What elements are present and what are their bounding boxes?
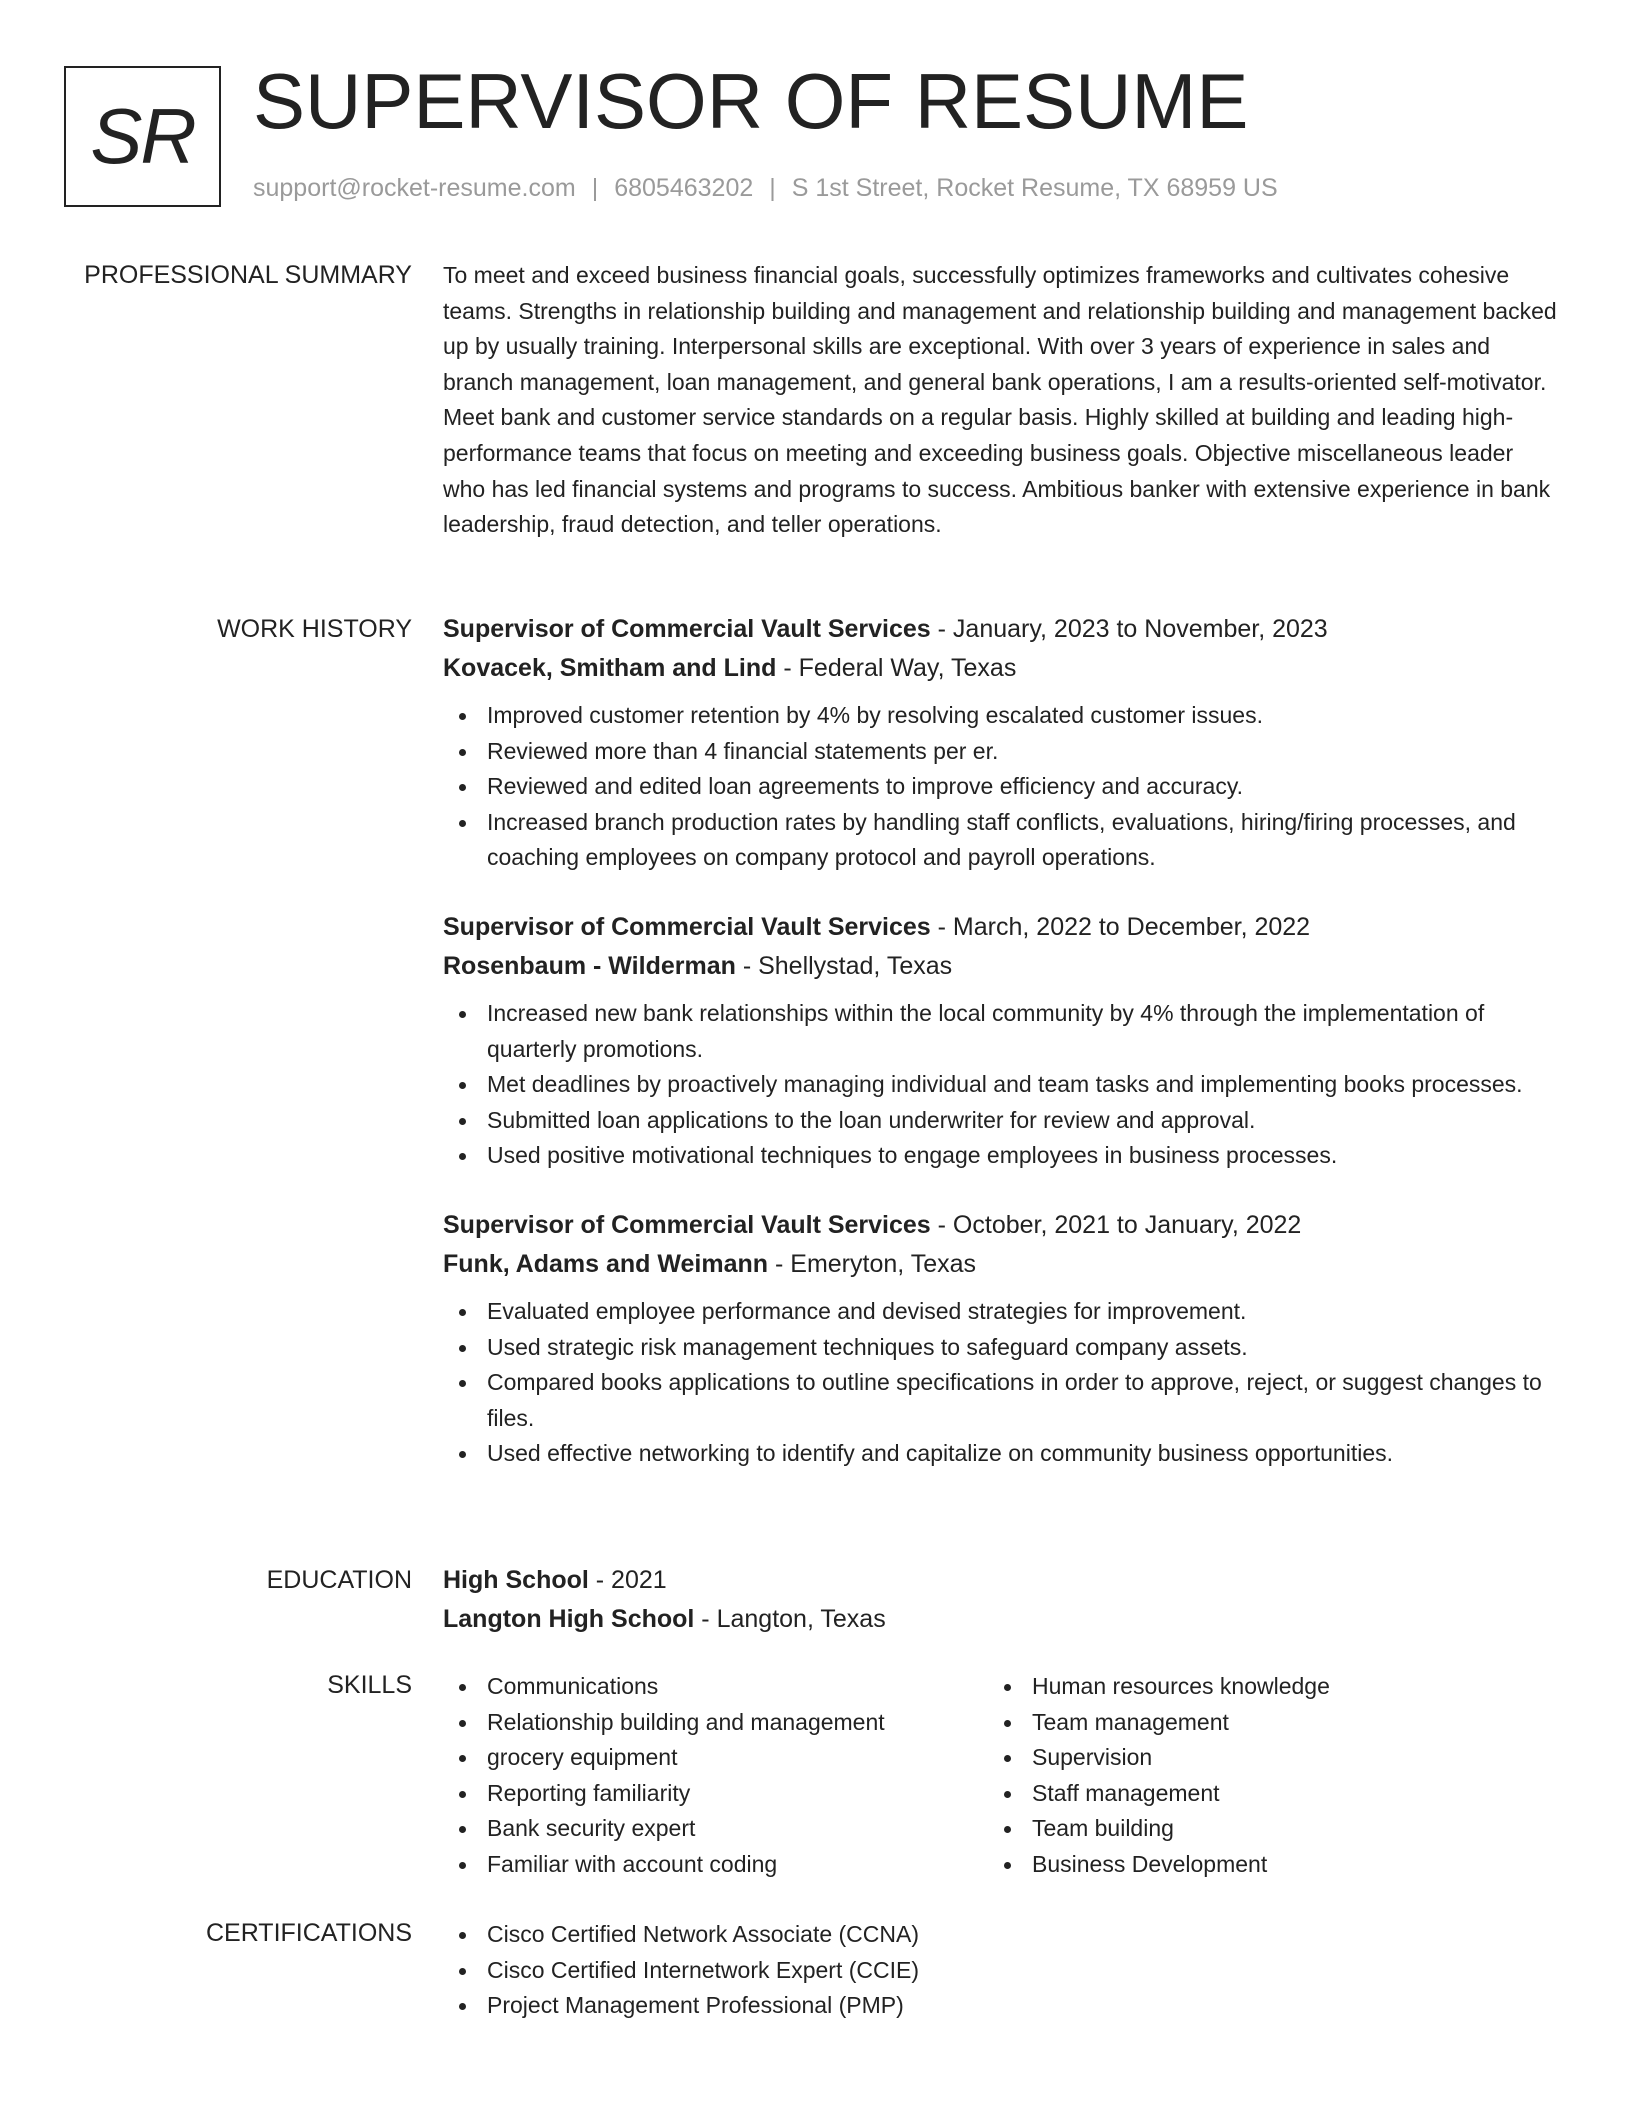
job-company-line <box>443 947 1558 986</box>
job-bullet: Submitted loan applications to the loan underwriter for review and approval. <box>443 1103 1558 1139</box>
education-year: - 2021 <box>588 1566 667 1594</box>
skills-list-right <box>988 1669 1533 1883</box>
job-list <box>443 610 1558 1472</box>
skills-heading: SKILLS <box>327 1671 412 1699</box>
job-bullet: Increased new bank relationships within the local community by 4% through the implementation of quarterly promotions. <box>443 996 1558 1067</box>
work-history-heading: WORK HISTORY <box>217 615 412 643</box>
certification-item: Project Management Professional (PMP) <box>443 1988 1558 2024</box>
skill-item: Relationship building and management <box>443 1705 988 1741</box>
job-dates: - October, 2021 to January, 2022 <box>930 1210 1302 1239</box>
contact-line <box>253 172 1278 204</box>
job-bullet: Increased branch production rates by handling staff conflicts, evaluations, hiring/firing processes, and coaching employees on company protocol and payroll operations. <box>443 805 1558 876</box>
summary-body <box>443 258 1558 543</box>
contact-address: S 1st Street, Rocket Resume, TX 68959 US <box>791 174 1278 202</box>
monogram-logo: SR <box>64 66 221 207</box>
job-bullet: Used strategic risk management techniques to safeguard company assets. <box>443 1330 1558 1366</box>
job-location: - Emeryton, Texas <box>768 1249 977 1278</box>
job-company-line <box>443 1245 1558 1284</box>
job-bullet: Improved customer retention by 4% by resolving escalated customer issues. <box>443 698 1558 734</box>
job-title: Supervisor of Commercial Vault Services <box>443 1210 931 1239</box>
job-bullet: Used effective networking to identify and capitalize on community business opportunities. <box>443 1436 1558 1472</box>
job-location: - Shellystad, Texas <box>735 951 953 980</box>
job-bullet-list <box>443 698 1558 876</box>
certifications-body <box>443 1917 1558 2024</box>
skills-list-left <box>443 1669 988 1883</box>
job-entry <box>443 610 1558 876</box>
education-body <box>443 1561 1558 1639</box>
job-company: Kovacek, Smitham and Lind <box>443 654 777 682</box>
skills-column-right <box>988 1669 1533 1883</box>
job-bullet: Met deadlines by proactively managing individual and team tasks and implementing books processes. <box>443 1067 1558 1103</box>
summary-text: To meet and exceed business financial goals, successfully optimizes frameworks and cultivates cohesive teams. Strengths in relationship building and management and relationship building and management backed up by usually training. Interpersonal skills are exceptional. With over 3 years of experience in sales and branch management, loan management, and general bank operations, I am a results-oriented self-motivator. Meet bank and customer service standards on a regular basis. Highly skilled at building and leading high-performance teams that focus on meeting and exceeding business goals. Objective miscellaneous leader who has led financial systems and programs to success. Ambitious banker with extensive experience in bank leadership, fraud detection, and teller operations. <box>443 262 1557 538</box>
education-location: - Langton, Texas <box>694 1605 886 1633</box>
skill-item: Bank security expert <box>443 1811 988 1847</box>
summary-heading: PROFESSIONAL SUMMARY <box>84 261 412 289</box>
job-title-line <box>443 908 1558 947</box>
job-dates: - March, 2022 to December, 2022 <box>930 912 1311 941</box>
candidate-name: SUPERVISOR OF RESUME <box>253 57 1249 145</box>
skill-item: Familiar with account coding <box>443 1847 988 1883</box>
skills-column-left <box>443 1669 988 1883</box>
contact-separator: | <box>591 174 599 202</box>
job-title: Supervisor of Commercial Vault Services <box>443 912 931 941</box>
job-bullet: Used positive motivational techniques to engage employees in business processes. <box>443 1138 1558 1174</box>
job-bullet-list <box>443 1294 1558 1472</box>
job-title-line <box>443 1206 1558 1245</box>
job-company: Funk, Adams and Weimann <box>443 1249 769 1278</box>
skill-item: Team building <box>988 1811 1533 1847</box>
education-heading: EDUCATION <box>266 1566 412 1594</box>
job-title-line <box>443 610 1558 649</box>
skill-item: Human resources knowledge <box>988 1669 1533 1705</box>
skill-item: Communications <box>443 1669 988 1705</box>
job-company-line <box>443 649 1558 688</box>
job-bullet: Reviewed and edited loan agreements to improve efficiency and accuracy. <box>443 769 1558 805</box>
education-school: Langton High School <box>443 1605 695 1633</box>
skill-item: grocery equipment <box>443 1740 988 1776</box>
contact-phone: 6805463202 <box>614 174 754 202</box>
job-dates: - January, 2023 to November, 2023 <box>930 615 1328 643</box>
skill-item: Team management <box>988 1705 1533 1741</box>
education-degree: High School <box>443 1566 589 1594</box>
job-bullet: Reviewed more than 4 financial statements per er. <box>443 734 1558 770</box>
job-location: - Federal Way, Texas <box>776 654 1017 682</box>
certification-item: Cisco Certified Internetwork Expert (CCIE) <box>443 1953 1558 1989</box>
job-title: Supervisor of Commercial Vault Services <box>443 615 931 643</box>
certification-item: Cisco Certified Network Associate (CCNA) <box>443 1917 1558 1953</box>
certifications-heading: CERTIFICATIONS <box>205 1919 412 1947</box>
skills-body <box>443 1669 1558 1883</box>
skill-item: Business Development <box>988 1847 1533 1883</box>
skill-item: Staff management <box>988 1776 1533 1812</box>
job-bullet: Evaluated employee performance and devised strategies for improvement. <box>443 1294 1558 1330</box>
skill-item: Supervision <box>988 1740 1533 1776</box>
work-history-body <box>443 610 1558 1504</box>
education-school-line <box>443 1600 1558 1639</box>
education-degree-line <box>443 1561 1558 1600</box>
job-bullet: Compared books applications to outline specifications in order to approve, reject, or suggest changes to files. <box>443 1365 1558 1436</box>
job-entry <box>443 908 1558 1174</box>
job-bullet-list <box>443 996 1558 1174</box>
certifications-list <box>443 1917 1558 2024</box>
contact-separator: | <box>769 174 776 202</box>
job-company: Rosenbaum - Wilderman <box>443 951 736 980</box>
skill-item: Reporting familiarity <box>443 1776 988 1812</box>
contact-email: support@rocket-resume.com <box>253 174 576 202</box>
job-entry <box>443 1206 1558 1472</box>
